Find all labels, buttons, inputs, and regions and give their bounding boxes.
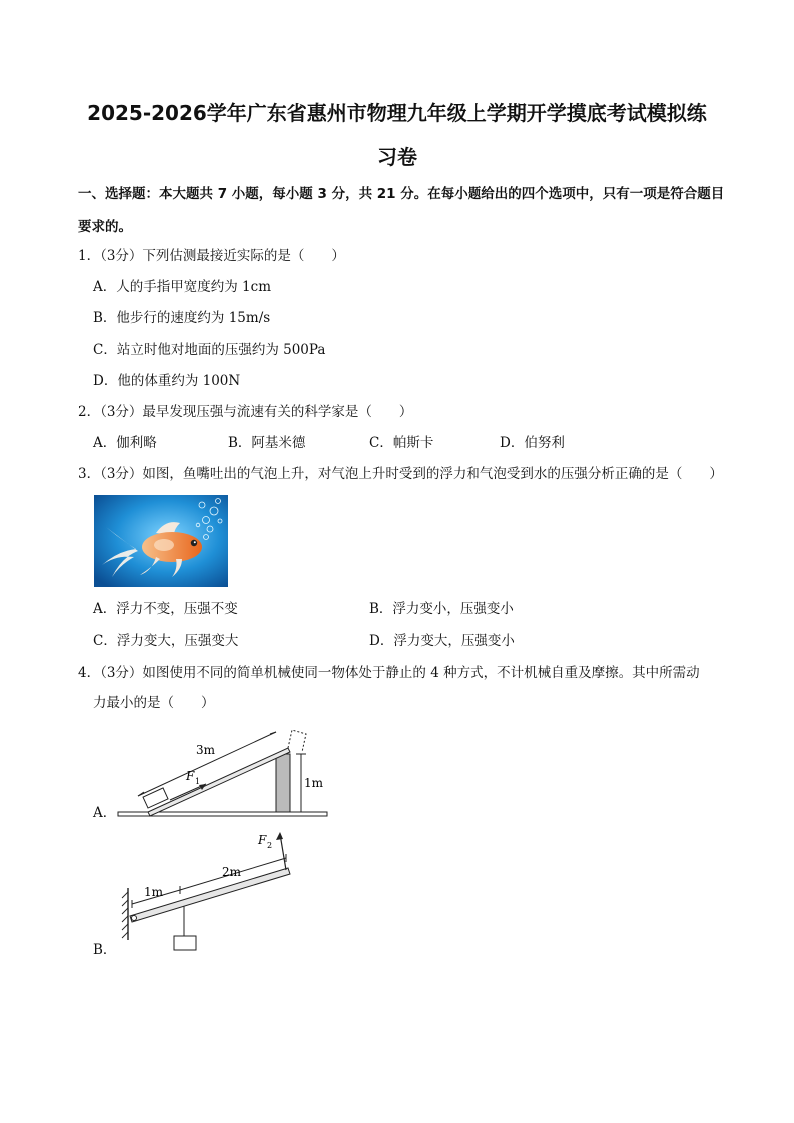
question-3-option-b: B．浮力变小，压强变小: [369, 601, 514, 617]
question-3-option-a: A．浮力不变，压强不变: [93, 601, 238, 617]
question-2-option-c: C．帕斯卡: [369, 435, 434, 451]
lever-left-label: 1m: [144, 885, 164, 899]
question-3-stem: 3．（3分）如图，鱼嘴吐出的气泡上升，对气泡上升时受到的浮力和气泡受到水的压强分析正确的是（ ）: [78, 466, 723, 482]
section-heading: 一、选择题：本大题共 7 小题，每小题 3 分，共 21 分。在每小题给出的四个选项中，只有一项是符合题目要求的。: [78, 186, 725, 235]
incline-slope-label: 3m: [196, 743, 216, 757]
fish-bubbles-image: [94, 495, 228, 587]
lever-figure: [110, 828, 300, 954]
question-1-option-c: C．站立时他对地面的压强约为 500Pa: [93, 342, 326, 358]
question-1-option-a: A．人的手指甲宽度约为 1cm: [93, 279, 271, 295]
question-3-option-d: D．浮力变大，压强变小: [369, 633, 515, 649]
question-1-option-b: B．他步行的速度约为 15m/s: [93, 310, 271, 326]
incline-height-label: 1m: [304, 776, 324, 790]
page-title-line-1: 2025-2026学年广东省惠州市物理九年级上学期开学摸底考试模拟练: [87, 101, 707, 125]
force-f2-subscript: 2: [267, 841, 273, 850]
force-f2-label: F: [258, 833, 267, 847]
question-2-stem: 2．（3分）最早发现压强与流速有关的科学家是（ ）: [78, 404, 413, 420]
question-2-option-b: B．阿基米德: [228, 435, 306, 451]
question-1-stem: 1．（3分）下列估测最接近实际的是（ ）: [78, 248, 345, 264]
incline-figure: [110, 712, 335, 824]
page-title-line-2: 习卷: [377, 145, 417, 169]
question-3-option-c: C．浮力变大，压强变大: [93, 633, 239, 649]
question-4-stem-line-1: 4．（3分）如图使用不同的简单机械使同一物体处于静止的 4 种方式，不计机械自重及摩擦。其中所需动: [78, 665, 700, 681]
question-2-option-d: D．伯努利: [500, 435, 565, 451]
question-4-stem-line-2: 力最小的是（ ）: [93, 695, 215, 711]
question-4-option-b: B．: [93, 942, 117, 958]
force-f1-label: F: [186, 769, 195, 783]
question-1-option-d: D．他的体重约为 100N: [93, 373, 241, 389]
question-4-option-a: A．: [93, 805, 117, 821]
lever-right-label: 2m: [222, 865, 242, 879]
question-2-option-a: A．伽利略: [93, 435, 157, 451]
force-f1-subscript: 1: [195, 777, 201, 786]
